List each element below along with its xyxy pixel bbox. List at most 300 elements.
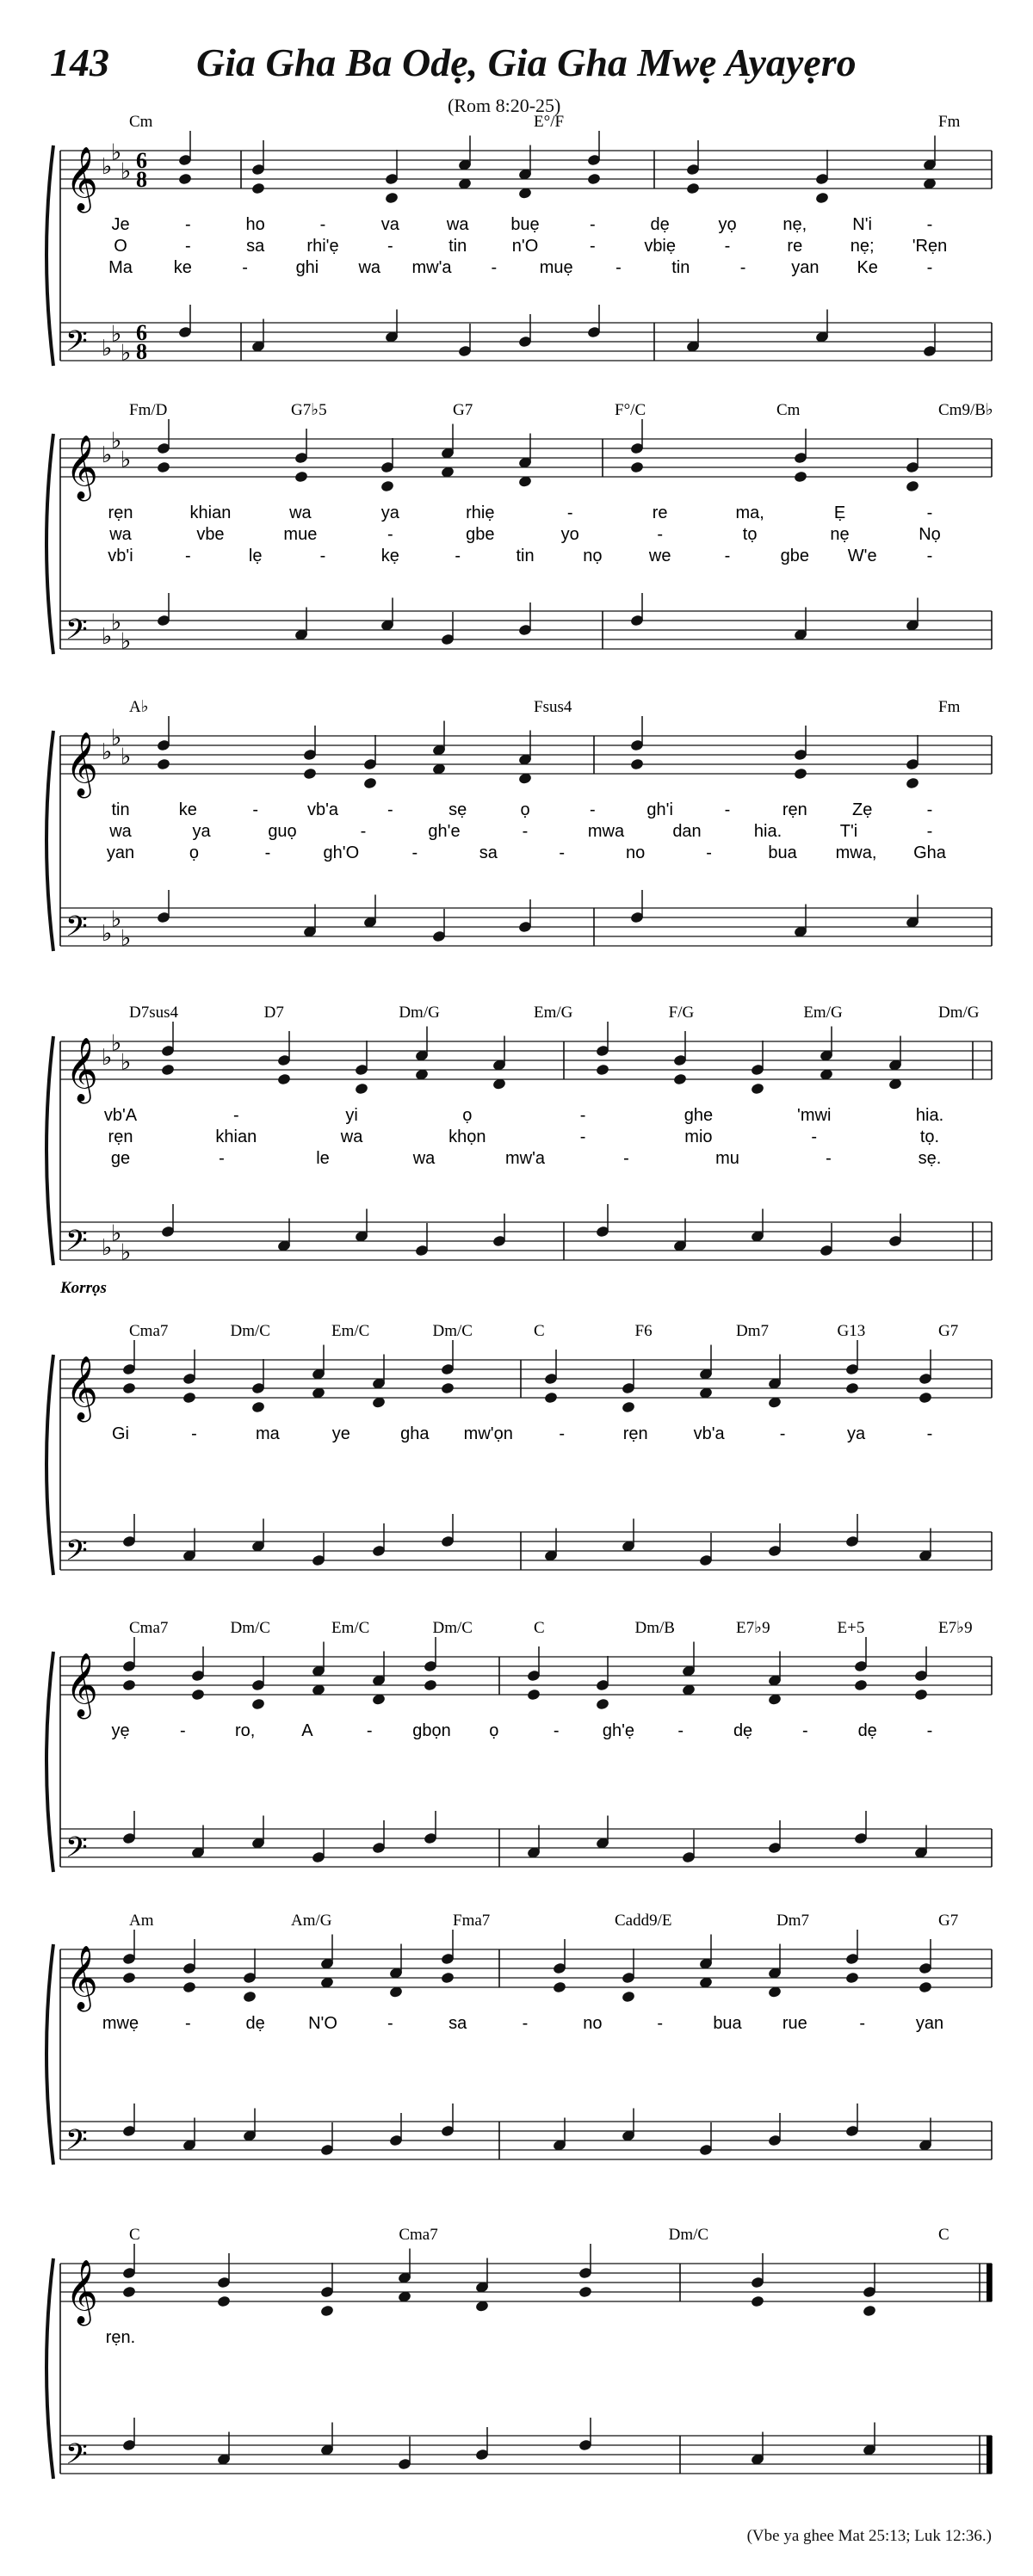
lyric-syllable: 'Rẹn — [912, 237, 948, 256]
final-barline — [987, 2264, 992, 2301]
treble-note-head — [845, 1381, 860, 1394]
lyric-syllable: ya — [192, 822, 211, 841]
lyric-syllable: ke — [173, 258, 192, 277]
system-brace — [46, 1036, 53, 1265]
system-brace — [46, 2258, 53, 2479]
lyric-syllable: sẹ — [448, 800, 467, 819]
lyric-syllable: - — [589, 800, 596, 819]
flat-icon: ♭ — [102, 154, 113, 179]
treble-note-head — [251, 182, 266, 195]
lyric-syllable: - — [319, 547, 326, 565]
treble-note-head — [122, 1971, 137, 1984]
treble-note-head — [178, 172, 193, 185]
time-signature-bottom: 8 — [136, 339, 147, 364]
lyric-syllable: no — [583, 2014, 603, 2033]
lyric-syllable: ro, — [234, 1721, 256, 1740]
treble-note-head — [161, 1063, 176, 1076]
lyric-syllable: mwa, — [835, 843, 877, 862]
treble-note-head — [919, 1980, 933, 1993]
lyric-syllable: mue — [283, 525, 318, 544]
time-signature-top: 6 — [136, 320, 147, 345]
treble-note-head — [385, 191, 399, 204]
treble-note-head — [596, 1697, 610, 1710]
lyric-syllable: - — [411, 843, 418, 862]
bass-clef-icon: 𝄢 — [65, 2124, 88, 2163]
lyric-syllable: ge — [110, 1149, 131, 1168]
hymn-title: Gia Gha Ba Odẹ, Gia Gha Mwẹ Ayayẹro — [196, 40, 857, 84]
lyric-syllable: Nọ — [919, 525, 941, 544]
treble-note-head — [363, 776, 378, 789]
bass-clef-icon: 𝄢 — [65, 1535, 88, 1573]
lyric-syllable: - — [859, 2014, 866, 2033]
lyric-syllable: N'O — [308, 2014, 337, 2033]
lyric-syllable: ya — [380, 503, 399, 522]
lyric-syllable: re — [787, 237, 803, 256]
lyric-syllable: vb'a — [306, 800, 339, 819]
treble-note-head — [906, 479, 920, 492]
chord-symbol: C — [129, 2226, 140, 2244]
lyric-syllable: Je — [111, 215, 130, 234]
bass-clef-icon: 𝄢 — [65, 614, 88, 652]
lyric-syllable: - — [387, 800, 393, 819]
treble-note-head — [320, 2304, 335, 2317]
time-signature-top: 6 — [136, 148, 147, 173]
lyric-syllable: - — [232, 1106, 239, 1125]
chord-symbol: Cma7 — [399, 2226, 438, 2244]
lyric-syllable: ke — [178, 800, 197, 819]
treble-clef-icon: 𝄞 — [65, 148, 98, 209]
treble-note-head — [544, 1391, 559, 1404]
treble-clef-icon: 𝄞 — [65, 436, 98, 497]
lyric-syllable: - — [179, 1721, 186, 1740]
treble-note-head — [854, 1678, 869, 1691]
lyric-syllable: n'O — [511, 237, 539, 256]
lyric-syllable: yan — [915, 2014, 944, 2033]
lyric-syllable: gh'O — [323, 843, 360, 862]
lyric-syllable: yẹ — [111, 1721, 130, 1740]
flat-icon: ♭ — [102, 1045, 113, 1070]
lyric-syllable: - — [184, 547, 191, 565]
lyric-syllable: - — [706, 843, 712, 862]
lyric-syllable: va — [380, 215, 399, 234]
chord-symbol: E°/F — [534, 113, 565, 131]
lyric-syllable: vb'a — [693, 1424, 725, 1443]
flat-icon: ♭ — [111, 321, 122, 347]
chord-symbol: Fm — [938, 113, 961, 131]
lyric-syllable: sẹ. — [918, 1149, 942, 1168]
treble-note-head — [863, 2304, 877, 2317]
footnote: (Vbe ya ghee Mat 25:13; Luk 12:36.) — [746, 2527, 992, 2545]
treble-note-head — [622, 1990, 636, 2003]
treble-note-head — [277, 1072, 292, 1085]
chord-symbol: Dm/B — [634, 1619, 675, 1637]
chord-symbol: Cma7 — [129, 1322, 169, 1340]
lyric-syllable: gh'ẹ — [602, 1721, 635, 1740]
lyric-syllable: A — [301, 1721, 313, 1740]
lyric-syllable: - — [387, 2014, 393, 2033]
lyric-syllable: N'i — [852, 215, 873, 234]
lyric-syllable: Gi — [112, 1424, 129, 1443]
lyric-syllable: - — [191, 1424, 197, 1443]
lyric-syllable: we — [648, 547, 671, 565]
treble-note-head — [182, 1980, 197, 1993]
lyric-syllable: - — [579, 1127, 586, 1146]
lyric-syllable: yan — [791, 258, 820, 277]
lyric-syllable: T'i — [839, 822, 858, 841]
treble-note-head — [815, 191, 830, 204]
treble-note-head — [914, 1688, 929, 1701]
lyric-syllable: rhiẹ — [466, 503, 495, 522]
chord-symbol: Cm — [776, 401, 801, 419]
lyric-syllable: - — [926, 822, 933, 841]
lyric-syllable: - — [319, 215, 326, 234]
lyric-syllable: kẹ — [380, 547, 399, 565]
flat-icon: ♭ — [121, 628, 132, 654]
chord-symbol: Fm/D — [129, 401, 168, 419]
chord-symbol: Cm9/B♭ — [938, 401, 993, 419]
chord-symbol: C — [938, 2226, 949, 2244]
lyric-syllable: - — [366, 1721, 373, 1740]
lyric-syllable: dẹ — [650, 215, 670, 234]
treble-note-head — [251, 1400, 266, 1413]
lyric-syllable: no — [626, 843, 646, 862]
lyric-syllable: ghi — [295, 258, 319, 277]
treble-note-head — [122, 1678, 137, 1691]
lyric-syllable: - — [724, 237, 731, 256]
lyric-syllable: - — [553, 1721, 560, 1740]
lyric-syllable: wa — [358, 258, 381, 277]
chord-symbol: Em/C — [331, 1322, 370, 1340]
treble-note-head — [751, 1082, 765, 1095]
lyric-syllable: tin — [516, 547, 535, 565]
chord-symbol: Dm/G — [399, 1004, 440, 1022]
flat-icon: ♭ — [121, 447, 132, 473]
flat-icon: ♭ — [121, 158, 132, 184]
lyric-syllable: - — [657, 2014, 664, 2033]
flat-icon: ♭ — [111, 139, 122, 165]
lyric-syllable: - — [360, 822, 367, 841]
lyric-syllable: rhi'ẹ — [306, 237, 339, 256]
lyric-syllable: gbe — [780, 547, 810, 565]
flat-icon: ♭ — [102, 1235, 113, 1260]
chord-symbol: Em/C — [331, 1619, 370, 1637]
chord-symbol: G7♭5 — [291, 401, 327, 419]
chord-symbol: C — [534, 1619, 545, 1637]
lyric-syllable: rẹn — [108, 503, 133, 522]
lyric-syllable: lẹ — [248, 547, 263, 565]
lyric-syllable: - — [926, 1721, 933, 1740]
lyric-syllable: mio — [684, 1127, 713, 1146]
lyric-syllable: gha — [400, 1424, 430, 1443]
flat-icon: ♭ — [102, 442, 113, 467]
chord-symbol: Am — [129, 1912, 154, 1930]
lyric-syllable: - — [739, 258, 746, 277]
treble-note-head — [122, 1381, 137, 1394]
treble-note-head — [441, 1381, 455, 1394]
flat-icon: ♭ — [102, 921, 113, 946]
lyric-syllable: yo — [560, 525, 579, 544]
lyric-syllable: - — [926, 800, 933, 819]
flat-icon: ♭ — [111, 609, 122, 635]
scripture-reference: (Rom 8:20-25) — [448, 95, 561, 116]
lyric-syllable: vb'A — [103, 1106, 138, 1125]
lyric-syllable: vbiẹ — [644, 237, 677, 256]
lyric-syllable: wa — [289, 503, 312, 522]
lyric-syllable: guọ — [268, 822, 297, 841]
lyric-syllable: nẹ — [830, 525, 850, 544]
chord-symbol: E7♭9 — [736, 1619, 770, 1637]
flat-icon: ♭ — [121, 744, 132, 769]
system-brace — [46, 731, 53, 951]
lyric-syllable: - — [387, 525, 393, 544]
treble-note-head — [751, 2295, 765, 2307]
treble-note-head — [182, 1391, 197, 1404]
lyric-syllable: khọn — [448, 1127, 486, 1146]
treble-note-head — [596, 1063, 610, 1076]
lyric-syllable: - — [724, 547, 731, 565]
lyric-syllable: wa — [446, 215, 469, 234]
lyric-syllable: ghe — [684, 1106, 714, 1125]
treble-note-head — [686, 182, 701, 195]
chord-symbol: Cadd9/E — [615, 1912, 672, 1930]
treble-note-head — [251, 1697, 266, 1710]
treble-note-head — [527, 1688, 541, 1701]
lyric-syllable: - — [491, 258, 498, 277]
lyric-syllable: - — [615, 258, 622, 277]
lyric-syllable: - — [559, 1424, 566, 1443]
treble-note-head — [630, 757, 645, 770]
flat-icon: ♭ — [111, 1030, 122, 1056]
chord-symbol: Fm — [938, 698, 961, 716]
lyric-syllable: wa — [412, 1149, 436, 1168]
lyric-syllable: - — [724, 800, 731, 819]
bass-clef-icon: 𝄢 — [65, 1225, 88, 1263]
treble-note-head — [794, 767, 808, 780]
lyric-syllable: tin — [111, 800, 130, 819]
lyric-syllable: Ke — [857, 258, 878, 277]
chord-symbol: Cm — [129, 113, 153, 131]
lyric-syllable: gh'e — [428, 822, 461, 841]
lyric-syllable: rẹn — [108, 1127, 133, 1146]
flat-icon: ♭ — [111, 428, 122, 454]
chord-symbol: Em/G — [803, 1004, 843, 1022]
system-brace — [46, 1652, 53, 1872]
treble-clef-icon: 𝄞 — [65, 1947, 98, 2008]
flat-icon: ♭ — [121, 340, 132, 366]
lyric-syllable: Zẹ — [851, 800, 873, 819]
chord-symbol: E+5 — [837, 1619, 865, 1637]
chord-symbol: G7 — [453, 401, 473, 419]
lyric-syllable: tọ. — [919, 1127, 940, 1146]
lyric-syllable: nọ — [583, 547, 603, 565]
lyric-syllable: - — [522, 822, 529, 841]
chord-symbol: G7 — [938, 1322, 959, 1340]
lyric-syllable: W'e — [847, 547, 877, 565]
flat-icon: ♭ — [102, 336, 113, 361]
lyric-syllable: khian — [189, 503, 232, 522]
lyric-syllable: - — [219, 1149, 225, 1168]
treble-note-head — [217, 2295, 232, 2307]
time-signature-bottom: 8 — [136, 167, 147, 192]
lyric-syllable: - — [826, 1149, 832, 1168]
lyric-syllable: dẹ — [857, 1721, 877, 1740]
flat-icon: ♭ — [121, 925, 132, 951]
lyric-syllable: gbọn — [412, 1721, 451, 1740]
bass-clef-icon: 𝄢 — [65, 2438, 88, 2477]
chord-symbol: D7 — [263, 1004, 284, 1022]
treble-note-head — [380, 479, 395, 492]
lyric-syllable: ho — [245, 215, 265, 234]
treble-note-head — [122, 2285, 137, 2298]
treble-note-head — [630, 460, 645, 473]
lyric-syllable: Ẹ — [833, 503, 846, 522]
chord-symbol: Am/G — [291, 1912, 332, 1930]
flat-icon: ♭ — [111, 906, 122, 932]
chorus-label: Korrọs — [60, 1279, 107, 1297]
chord-symbol: Dm/G — [938, 1004, 980, 1022]
final-barline — [987, 2436, 992, 2474]
chord-symbol: Fsus4 — [534, 698, 572, 716]
lyric-syllable: mwa — [587, 822, 625, 841]
treble-note-head — [303, 767, 318, 780]
lyric-syllable: rẹn. — [105, 2328, 136, 2347]
treble-note-head — [424, 1678, 438, 1691]
lyric-syllable: yi — [345, 1106, 358, 1125]
lyric-syllable: gbe — [466, 525, 495, 544]
treble-note-head — [622, 1400, 636, 1413]
lyric-syllable: 'mwi — [797, 1106, 832, 1125]
lyric-syllable: - — [184, 237, 191, 256]
chord-symbol: D7sus4 — [129, 1004, 179, 1022]
lyric-syllable: tọ — [742, 525, 758, 544]
system-brace — [46, 434, 53, 654]
lyric-syllable: - — [579, 1106, 586, 1125]
lyric-syllable: bua — [768, 843, 797, 862]
lyric-syllable: nẹ; — [850, 237, 875, 256]
lyric-syllable: gh'i — [646, 800, 673, 819]
bass-clef-icon: 𝄢 — [65, 325, 88, 364]
lyric-syllable: ọ — [520, 800, 530, 819]
chord-symbol: A♭ — [129, 698, 149, 716]
treble-note-head — [845, 1971, 860, 1984]
flat-icon: ♭ — [121, 1049, 132, 1075]
lyric-syllable: ye — [331, 1424, 350, 1443]
lyric-syllable: sa — [479, 843, 498, 862]
lyric-syllable: - — [926, 258, 933, 277]
lyric-syllable: dẹ — [733, 1721, 753, 1740]
lyric-syllable: mw'ọn — [463, 1424, 513, 1443]
treble-note-head — [157, 757, 171, 770]
lyric-syllable: nẹ, — [782, 215, 807, 234]
lyric-syllable: - — [184, 215, 191, 234]
lyric-syllable: hia. — [915, 1106, 944, 1125]
lyric-syllable: sa — [448, 2014, 467, 2033]
lyric-syllable: mw'a — [411, 258, 452, 277]
lyric-syllable: yọ — [718, 215, 737, 234]
lyric-syllable: - — [657, 525, 664, 544]
chord-symbol: Dm7 — [776, 1912, 809, 1930]
lyric-syllable: - — [184, 2014, 191, 2033]
treble-note-head — [553, 1980, 567, 1993]
lyric-syllable: ma — [256, 1424, 280, 1443]
lyric-syllable: wa — [109, 525, 132, 544]
lyric-syllable: bua — [713, 2014, 742, 2033]
lyric-syllable: vbe — [196, 525, 225, 544]
flat-icon: ♭ — [111, 1220, 122, 1246]
lyric-syllable: re — [652, 503, 668, 522]
lyric-syllable: khian — [215, 1127, 257, 1146]
lyric-syllable: dẹ — [245, 2014, 265, 2033]
lyric-syllable: Gha — [913, 843, 946, 862]
flat-icon: ♭ — [102, 739, 113, 764]
lyric-syllable: - — [677, 1721, 684, 1740]
treble-note-head — [441, 1971, 455, 1984]
lyric-syllable: ma, — [735, 503, 764, 522]
lyric-syllable: yan — [106, 843, 135, 862]
flat-icon: ♭ — [102, 624, 113, 649]
lyric-syllable: mu — [715, 1149, 739, 1168]
lyric-syllable: - — [623, 1149, 629, 1168]
lyric-syllable: mwẹ — [102, 2014, 139, 2033]
lyric-syllable: - — [802, 1721, 808, 1740]
lyric-syllable: O — [114, 237, 127, 256]
chord-symbol: Em/G — [534, 1004, 573, 1022]
lyric-syllable: rẹn — [622, 1424, 648, 1443]
treble-note-head — [355, 1082, 369, 1095]
lyric-syllable: - — [252, 800, 259, 819]
lyric-syllable: hia. — [753, 822, 782, 841]
lyric-syllable: Ma — [108, 258, 133, 277]
treble-clef-icon: 𝄞 — [65, 1654, 98, 1715]
bass-clef-icon: 𝄢 — [65, 1832, 88, 1870]
lyric-syllable: dan — [672, 822, 702, 841]
treble-clef-icon: 𝄞 — [65, 733, 98, 794]
lyric-syllable: - — [811, 1127, 818, 1146]
treble-note-head — [794, 470, 808, 483]
lyric-syllable: - — [779, 1424, 786, 1443]
treble-clef-icon: 𝄞 — [65, 1357, 98, 1418]
system-brace — [46, 1944, 53, 2165]
treble-note-head — [294, 470, 309, 483]
lyric-syllable: ya — [846, 1424, 866, 1443]
lyric-syllable: muẹ — [539, 258, 573, 277]
lyric-syllable: rẹn — [782, 800, 807, 819]
lyric-syllable: - — [926, 215, 933, 234]
lyric-syllable: tin — [671, 258, 690, 277]
lyric-syllable: rue — [782, 2014, 807, 2033]
treble-note-head — [587, 172, 602, 185]
chord-symbol: G13 — [837, 1322, 866, 1340]
lyric-syllable: - — [522, 2014, 529, 2033]
lyric-syllable: - — [242, 258, 248, 277]
lyric-syllable: - — [559, 843, 566, 862]
chord-symbol: Dm/C — [432, 1619, 473, 1637]
lyric-syllable: ọ — [489, 1721, 499, 1740]
lyric-syllable: - — [387, 237, 393, 256]
chord-symbol: F/G — [668, 1004, 695, 1022]
chord-symbol: Dm7 — [736, 1322, 769, 1340]
lyric-syllable: tin — [448, 237, 467, 256]
treble-clef-icon: 𝄞 — [65, 1039, 98, 1100]
chord-symbol: F°/C — [615, 401, 646, 419]
lyric-syllable: le — [316, 1149, 330, 1168]
lyric-syllable: sa — [246, 237, 265, 256]
chord-symbol: Cma7 — [129, 1619, 169, 1637]
lyric-syllable: - — [926, 1424, 933, 1443]
lyric-syllable: wa — [109, 822, 132, 841]
lyric-syllable: buẹ — [510, 215, 540, 234]
treble-note-head — [157, 460, 171, 473]
